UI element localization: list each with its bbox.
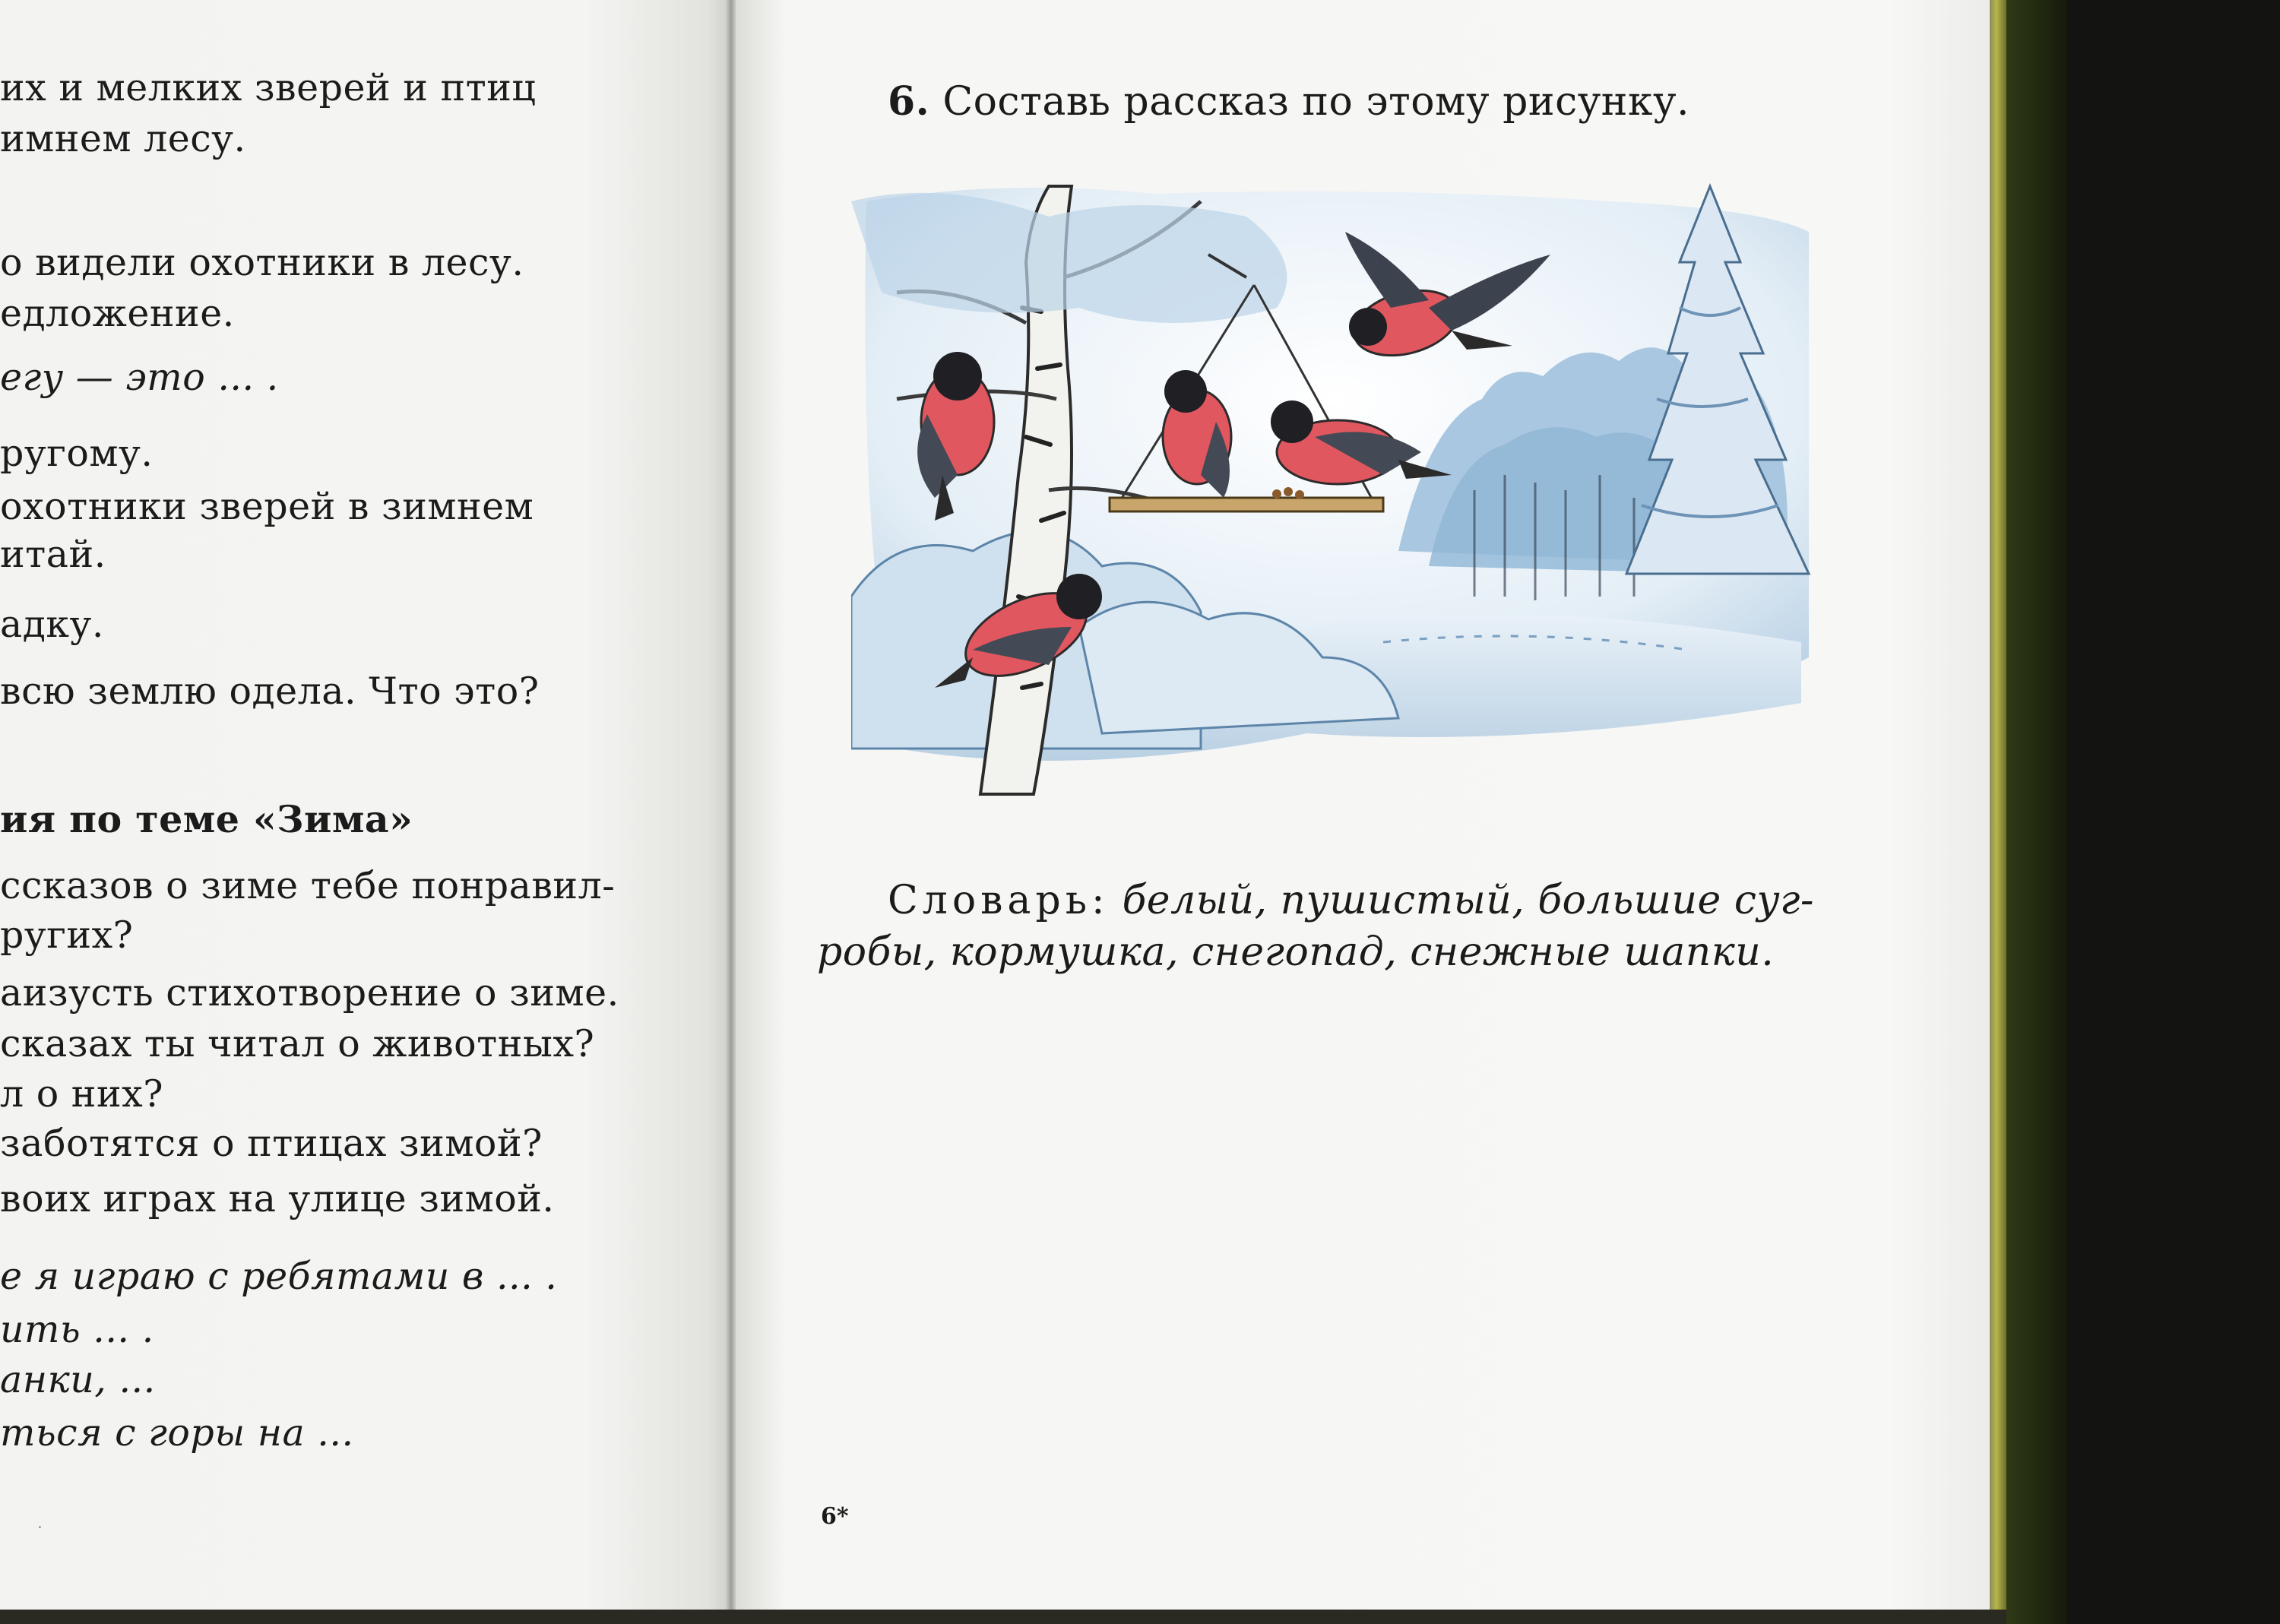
background-dark (2067, 0, 2280, 1624)
bottom-shadow (0, 1610, 2006, 1624)
left-section-heading: ия по теме «Зима» (0, 797, 413, 841)
vocab-label: Словарь: (888, 878, 1110, 923)
left-line-16: л о них? (0, 1072, 164, 1116)
left-line-13: ругих? (0, 913, 134, 957)
task-6-heading (888, 79, 1689, 125)
left-line-10: всю землю одела. Что это? (0, 670, 540, 713)
left-line-8: итай. (0, 533, 106, 576)
vocabulary-line-1 (888, 878, 1814, 923)
task-number: 6. (888, 78, 930, 125)
left-line-7: охотники зверей в зимнем (0, 485, 534, 528)
left-line-12: ссказов о зиме тебе понравил- (0, 864, 616, 907)
left-line-21: анки, ... (0, 1358, 156, 1401)
page-edge (1990, 0, 2006, 1624)
left-line-6: ругому. (0, 432, 154, 475)
left-line-2: имнем лесу. (0, 117, 246, 160)
task-text: Составь рассказ по этому рисунку. (942, 79, 1690, 125)
left-line-19: е я играю с ребятами в ... . (0, 1255, 558, 1298)
left-line-22: ться с горы на ... (0, 1411, 354, 1455)
left-line-20: ить ... . (0, 1308, 154, 1351)
cover-edge (2006, 0, 2067, 1624)
book-gutter (726, 0, 736, 1624)
vocabulary-line-2: робы, кормушка, снегопад, снежные шапки. (817, 929, 1775, 975)
left-line-17: заботятся о птицах зимой? (0, 1122, 543, 1165)
left-line-18: воих играх на улице зимой. (0, 1177, 555, 1220)
winter-bullfinch-illustration (851, 171, 1824, 832)
left-line-5: егу — это ... . (0, 356, 279, 399)
left-line-15: сказах ты читал о животных? (0, 1022, 595, 1065)
left-line-1: их и мелких зверей и птиц (0, 66, 537, 109)
left-line-4: едложение. (0, 292, 235, 335)
vocab-words-1: белый, пушистый, большие суг- (1122, 878, 1814, 923)
left-line-3: о видели охотники в лесу. (0, 241, 524, 284)
page-mark: 6* (821, 1503, 849, 1530)
left-line-9: адку. (0, 603, 104, 646)
left-line-14: аизусть стихотворение о зиме. (0, 971, 619, 1015)
left-page-dot: · (38, 1520, 43, 1534)
